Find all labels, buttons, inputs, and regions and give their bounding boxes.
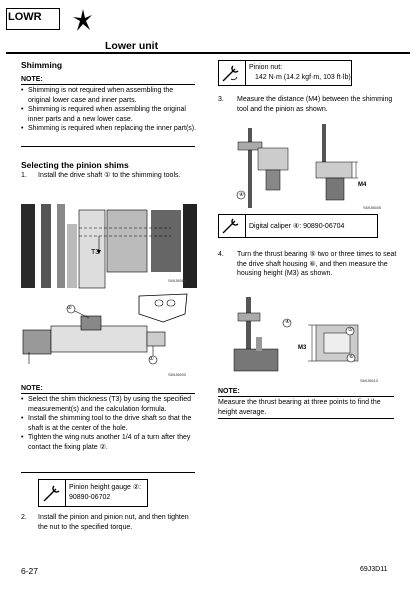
figure-label-t3: T3: [91, 249, 100, 256]
figure-drive-shaft-install: [21, 196, 197, 290]
note-rule: [218, 396, 394, 397]
figure-m3-measurement: [232, 295, 392, 383]
figure-callout: ②: [67, 305, 72, 311]
note-text: Measure the thrust bearing at three points to find the height average.: [218, 399, 381, 416]
tool-name: Pinion height gauge ②:: [69, 484, 142, 491]
section-code: LOWR: [8, 11, 42, 23]
step-text: Turn the thrust bearing ⑤ two or three times to seat the drive shaft housing ⑥, and then measure the housing height (M3) as shown.: [237, 251, 397, 277]
tool-spec-box: [218, 214, 378, 238]
figure-callout: ①: [149, 356, 154, 362]
step-text: Measure the distance (M4) between the shimming tool and the pinion as shown.: [237, 96, 393, 113]
note-heading: NOTE:: [21, 76, 43, 83]
page-number: 6-27: [21, 566, 39, 576]
figure-callout: M3: [298, 345, 307, 351]
note-item: • Install the shimming tool to the drive shaft so that the shaft is at the center of the hole.: [21, 414, 197, 433]
figure-caption: S69J6560: [168, 278, 187, 283]
step-number: 1.: [21, 172, 27, 179]
step-text: Install the pinion and pinion nut, and then tighten the nut to the specified torque.: [38, 514, 189, 531]
figure-callout: M4: [358, 182, 367, 188]
caliper-icon: [219, 215, 245, 237]
note-heading: NOTE:: [218, 388, 240, 395]
note-list: [21, 395, 197, 452]
tool-name: Digital caliper ④: 90890-06704: [249, 223, 345, 230]
document-code: 69J3D11: [360, 566, 388, 573]
step-number: 2.: [21, 514, 27, 521]
note-item: • Tighten the wing nuts another 1/4 of a turn after they contact the fixing plate ②.: [21, 433, 197, 452]
note-heading: NOTE:: [21, 385, 43, 392]
figure-callout: ④: [239, 192, 244, 198]
torque-spec-box: [218, 60, 352, 86]
step-number: 4.: [218, 251, 224, 258]
step-number: 3.: [218, 96, 224, 103]
wrench-icon: [39, 480, 65, 506]
subsection-title: Selecting the pinion shims: [21, 160, 129, 170]
figure-callout: ⑤: [348, 327, 353, 333]
torque-value: 142 N·m (14.2 kgf·m, 103 ft·lb): [255, 74, 351, 81]
figure-caption: S69J6610: [360, 378, 379, 383]
figure-callout: ⑥: [349, 354, 354, 360]
step-text: Install the drive shaft ① to the shimming tools.: [38, 172, 181, 179]
figure-caption: S69J6600: [168, 372, 187, 377]
tool-icon-cell: [39, 480, 66, 506]
note-end-rule: [21, 472, 195, 473]
figure-shimming-tool: [21, 292, 197, 380]
page-title: Lower unit: [105, 40, 159, 52]
figure-callout: ④: [285, 319, 290, 325]
note-item: • Select the shim thickness (T3) by using the specified measurement(s) and the calculation formula.: [21, 395, 197, 414]
torque-icon-cell: [219, 61, 246, 85]
note-end-rule: [21, 146, 195, 147]
figure-m4-measurement: [232, 120, 392, 212]
note-item: • Shimming is not required when assembling the original lower case and inner parts.: [21, 86, 197, 105]
note-end-rule: [218, 418, 394, 419]
tool-icon-cell: [219, 215, 246, 237]
tool-part-number: 90890-06702: [69, 494, 111, 501]
note-list: [21, 86, 197, 134]
note-item: • Shimming is required when replacing the inner part(s).: [21, 124, 197, 134]
propeller-icon: [70, 6, 96, 34]
figure-caption: S69J6605: [363, 205, 382, 210]
torque-wrench-icon: [219, 61, 245, 85]
note-rule: [21, 84, 195, 85]
torque-label: Pinion nut:: [249, 64, 283, 71]
note-rule: [21, 393, 195, 394]
tool-spec-box: [38, 479, 148, 507]
header-rule: [6, 52, 410, 54]
section-title: Shimming: [21, 60, 63, 70]
note-item: • Shimming is required when assembling the original inner parts and a new lower case.: [21, 105, 197, 124]
